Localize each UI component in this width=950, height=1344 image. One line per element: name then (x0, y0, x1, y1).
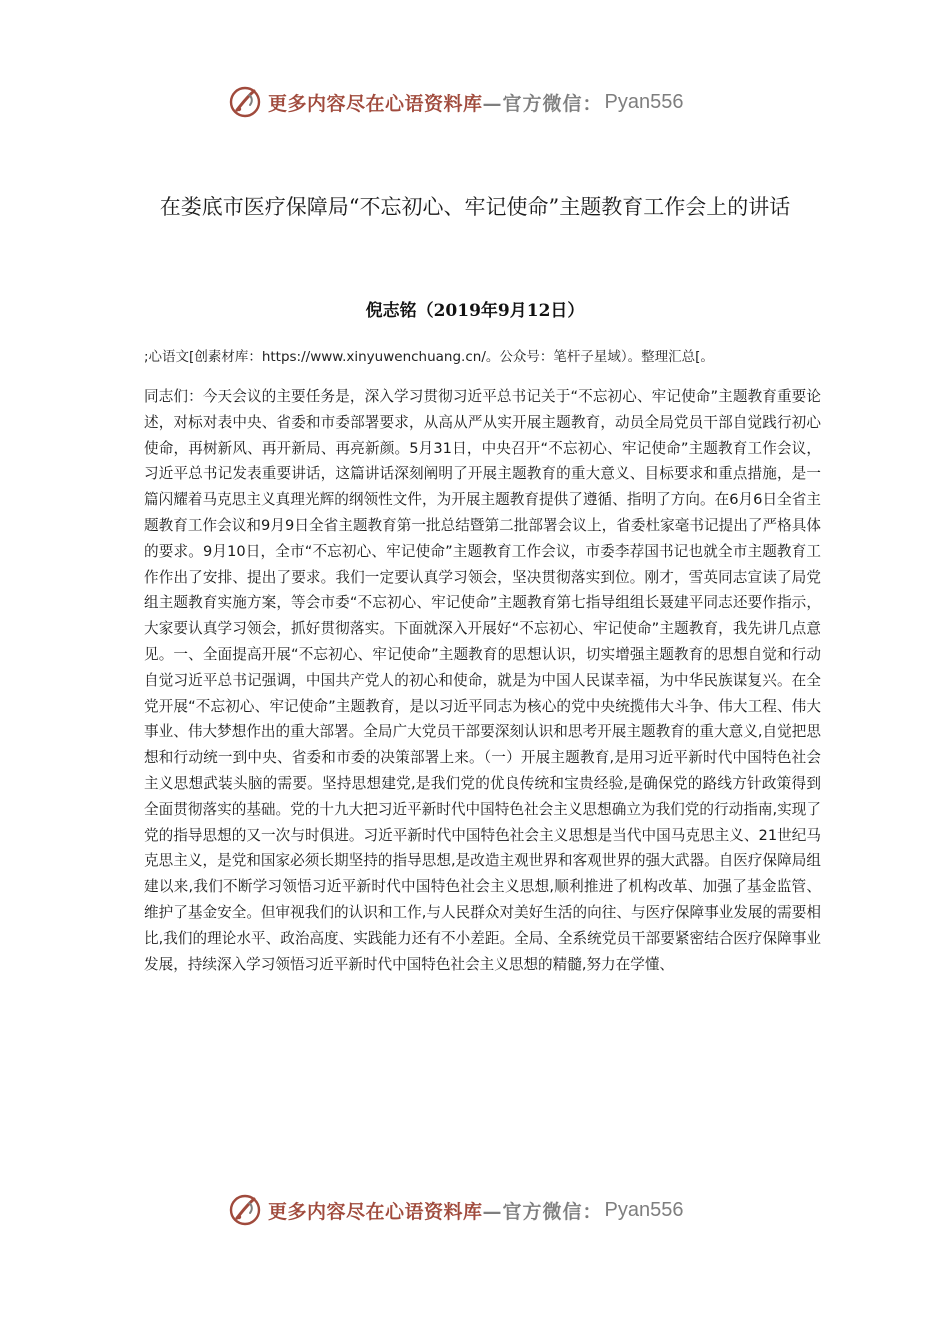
watermark-banner-top (228, 82, 684, 122)
source-note: ;心语文[创素材库：https://www.xinyuwenchuang.cn/。公众号：笔杆子星域）。整理汇总[。 (144, 349, 714, 365)
watermark-banner-bottom (228, 1190, 684, 1230)
brush-logo-icon (228, 84, 264, 120)
body-paragraph: 同志们：今天会议的主要任务是，深入学习贯彻习近平总书记关于“不忘初心、牢记使命”主题教育重要论述，对标对表中央、省委和市委部署要求，从高从严从实开展主题教育，动员全局党员干部自觉践行初心使命，再树新风、再开新局、再亮新颜。5月31日，中央召开“不忘初心、牢记使命”主题教育工作会议，习近平总书记发表重要讲话，这篇讲话深刻阐明了开展主题教育的重大意义、目标要求和重点措施，是一篇闪耀着马克思主义真理光辉的纲领性文件，为开展主题教育提供了遵循、指明了方向。在6月6日全省主题教育工作会议和9月9日全省主题教育第一批总结暨第二批部署会议上，省委杜家毫书记提出了严格具体的要求。9月10日，全市“不忘初心、牢记使命”主题教育工作会议，市委李荐国书记也就全市主题教育工作作出了安排、提出了要求。我们一定要认真学习领会，坚决贯彻落实到位。刚才，雪英同志宣读了局党组主题教育实施方案，等会市委“不忘初心、牢记使命”主题教育第七指导组组长聂建平同志还要作指示，大家要认真学习领会，抓好贯彻落实。下面就深入开展好“不忘初心、牢记使命”主题教育，我先讲几点意见。一、全面提高开展“不忘初心、牢记使命”主题教育的思想认识，切实增强主题教育的思想自觉和行动自觉习近平总书记强调，中国共产党人的初心和使命，就是为中国人民谋幸福，为中华民族谋复兴。在全党开展“不忘初心、牢记使命”主题教育，是以习近平同志为核心的党中央统揽伟大斗争、伟大工程、伟大事业、伟大梦想作出的重大部署。全局广大党员干部要深刻认识和思考开展主题教育的重大意义,自觉把思想和行动统一到中央、省委和市委的决策部署上来。（一）开展主题教育,是用习近平新时代中国特色社会主义思想武装头脑的需要。坚持思想建党,是我们党的优良传统和宝贵经验,是确保党的路线方针政策得到全面贯彻落实的基础。党的十九大把习近平新时代中国特色社会主义思想确立为我们党的行动指南,实现了党的指导思想的又一次与时俱进。习近平新时代中国特色社会主义思想是当代中国马克思主义、21世纪马克思主义，是党和国家必须长期坚持的指导思想,是改造主观世界和客观世界的强大武器。自医疗保障局组建以来,我们不断学习领悟习近平新时代中国特色社会主义思想,顺利推进了机构改革、加强了基金监管、维护了基金安全。但审视我们的认识和工作,与人民群众对美好生活的向往、与医疗保障事业发展的需要相比,我们的理论水平、政治高度、实践能力还有不小差距。全局、全系统党员干部要紧密结合医疗保障事业发展，持续深入学习领悟习近平新时代中国特色社会主义思想的精髓,努力在学懂、 (144, 388, 821, 973)
document-title: 在娄底市医疗保障局“不忘初心、牢记使命”主题教育工作会上的讲话 (159, 195, 791, 219)
watermark-brand: 更多内容尽在心语资料库 (268, 92, 483, 115)
watermark-official-label: —官方微信： (482, 92, 603, 115)
watermark-wechat-id: Pyan556 (604, 90, 684, 113)
document-author: 倪志铭（2019年9月12日） (365, 301, 585, 321)
watermark-wechat-id: Pyan556 (604, 1198, 684, 1221)
brush-logo-icon (228, 1192, 264, 1228)
watermark-official-label: —官方微信： (482, 1200, 603, 1223)
watermark-brand: 更多内容尽在心语资料库 (268, 1200, 483, 1223)
